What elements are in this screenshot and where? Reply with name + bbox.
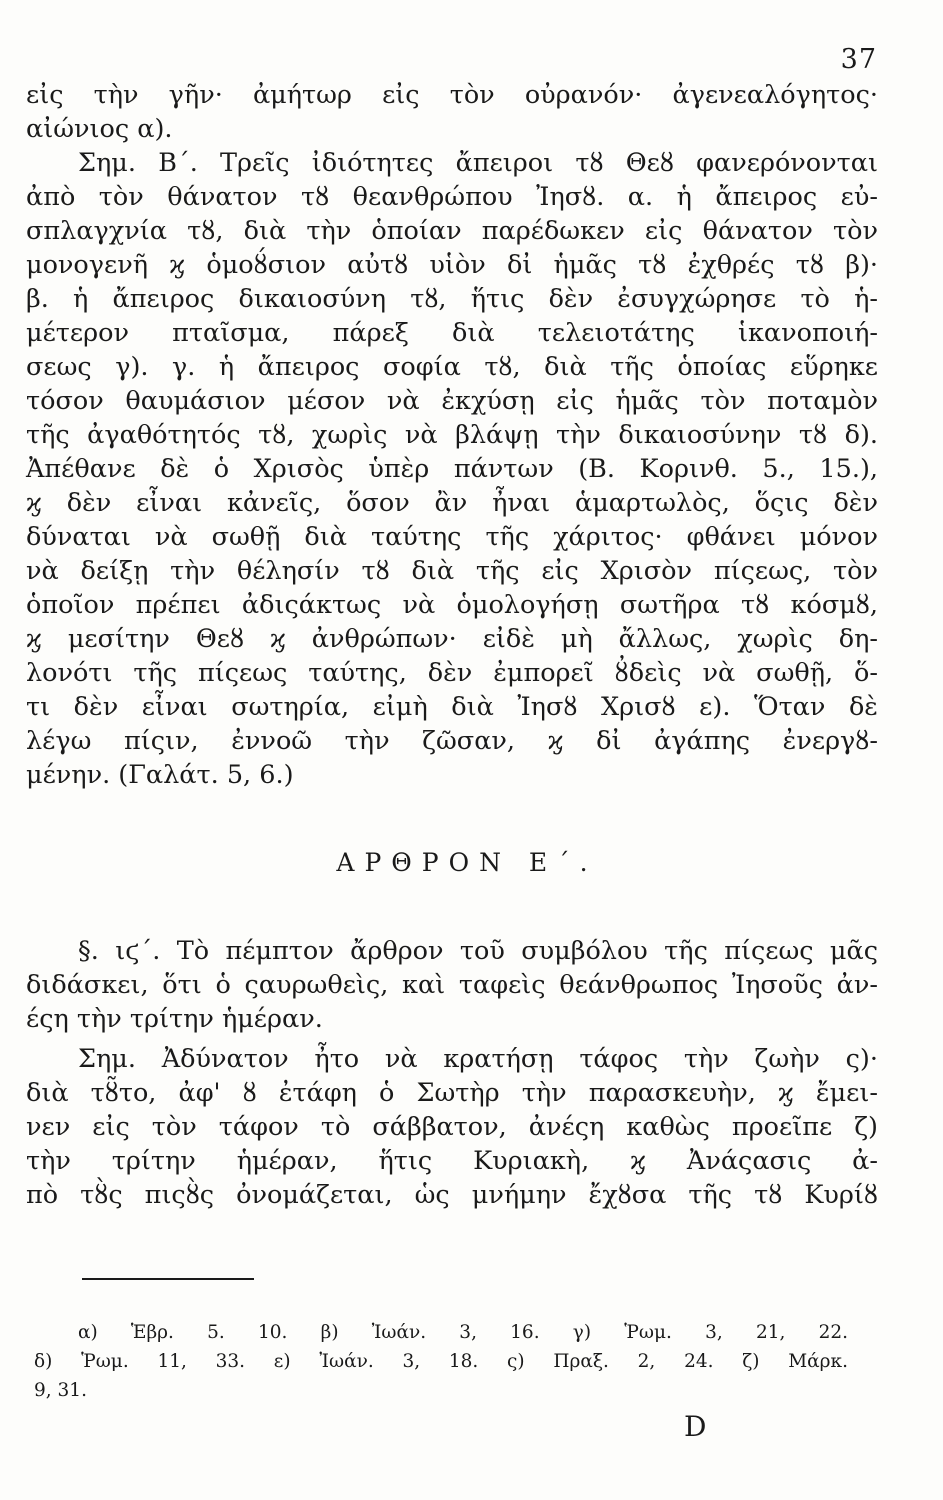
footnote-line: α) Ἑβρ. 5. 10. β) Ἰωάν. 3, 16. γ) Ῥωμ. 3, 21, 22. (78, 1322, 848, 1343)
text-line: λέγω πίςιν, ἐννοῶ τὴν ζῶσαν, ϗ δἰ ἀγάπης ἐνεργȣ- (26, 726, 878, 756)
text-line: τῆς ἀγαθότητός τȣ, χωρὶς νὰ βλάψῃ τὴν δικαιοσύνην τȣ δ). (26, 420, 878, 450)
text-line: μένην. (Γαλάτ. 5, 6.) (26, 760, 294, 790)
text-line: τὴν τρίτην ἡμέραν, ἥτις Κυριακὴ, ϗ Ἀνάςασις ἀ- (26, 1146, 878, 1176)
text-line: μέτερον πταῖσμα, πάρεξ διὰ τελειοτάτης ἱκανοποιή- (26, 318, 878, 348)
text-line: ϗ δὲν εἶναι κἀνεῖς, ὅσον ἂν ἦναι ἁμαρτωλὸς, ὅςις δὲν (26, 488, 878, 518)
text-line: ὁποῖον πρέπει ἀδιςάκτως νὰ ὁμολογήσῃ σωτῆρα τȣ κόσμȣ, (26, 590, 878, 620)
text-line: διδάσκει, ὅτι ὁ ςαυρωθεὶς, καὶ ταφεὶς θεάνθρωπος Ἰησοῦς ἀν- (26, 970, 878, 1000)
text-line: αἰώνιος α). (26, 114, 173, 144)
text-line: λονότι τῆς πίςεως ταύτης, δὲν ἐμπορεῖ ȣ̓δεὶς νὰ σωθῇ, ὅ- (26, 658, 878, 688)
text-line: μονογενῆ ϗ ὁμοȣ́σιον αὐτȣ υἱὸν δἰ ἡμᾶς τȣ ἐχθρές τȣ β)· (26, 250, 878, 280)
section-heading: ΑΡΘΡΟΝ Ε΄. (336, 848, 598, 877)
footnote-line: 9, 31. (34, 1380, 87, 1401)
text-line: σπλαγχνία τȣ, διὰ τὴν ὁποίαν παρέδωκεν εἰς θάνατον τὸν (26, 216, 878, 246)
footnote-divider (82, 1278, 254, 1280)
text-line: διὰ τȣ̃το, ἀφ' ȣ ἐτάφη ὁ Σωτὴρ τὴν παρασκευὴν, ϗ ἔμει- (26, 1078, 878, 1108)
text-line: έςη τὴν τρίτην ἡμέραν. (26, 1004, 323, 1034)
text-line: νὰ δείξῃ τὴν θέλησίν τȣ διὰ τῆς εἰς Χρισὸν πίςεως, τὸν (26, 556, 878, 586)
text-line: ἀπὸ τὸν θάνατον τȣ θεανθρώπου Ἰησȣ. α. ἡ ἄπειρος εὐ- (26, 182, 878, 212)
text-line: Ἀπέθανε δὲ ὁ Χρισὸς ὑπὲρ πάντων (Β. Κορινθ. 5., 15.), (26, 454, 878, 484)
text-line: ϗ μεσίτην Θεȣ ϗ ἀνθρώπων· εἰδὲ μὴ ἄλλως, χωρὶς δη- (26, 624, 878, 654)
text-line: τι δὲν εἶναι σωτηρία, εἰμὴ διὰ Ἰησȣ Χρισȣ ε). Ὅταν δὲ (26, 692, 878, 722)
footnotes (34, 1318, 848, 1405)
text-line: Σημ. Ἀδύνατον ἦτο νὰ κρατήσῃ τάφος τὴν ζωὴν ς)· (78, 1044, 878, 1074)
text-line: §. ιϛ΄. Τὸ πέμπτον ἄρθρον τοῦ συμβόλου τῆς πίςεως μᾶς (78, 936, 878, 966)
text-line: εἰς τὴν γῆν· ἀμήτωρ εἰς τὸν οὐρανόν· ἀγενεαλόγητος· (26, 80, 878, 110)
signature-mark: D (684, 1410, 708, 1443)
page-number: 37 (840, 44, 877, 75)
footnote-line: δ) Ῥωμ. 11, 33. ε) Ἰωάν. 3, 18. ς) Πραξ. 2, 24. ζ) Μάρκ. (34, 1351, 848, 1372)
text-line: β. ἡ ἄπειρος δικαιοσύνη τȣ, ἥτις δὲν ἐσυγχώρησε τὸ ἡ- (26, 284, 878, 314)
text-line: νεν εἰς τὸν τάφον τὸ σάββατον, ἀνέςη καθὼς προεῖπε ζ) (26, 1112, 878, 1142)
text-line: πὸ τȣ̀ς πιςȣ̀ς ὀνομάζεται, ὡς μνήμην ἔχȣσα τῆς τȣ Κυρίȣ (26, 1180, 878, 1210)
main-text (26, 78, 878, 1212)
text-line: δύναται νὰ σωθῇ διὰ ταύτης τῆς χάριτος· φθάνει μόνον (26, 522, 878, 552)
text-line: Σημ. Β΄. Τρεῖς ἰδιότητες ἄπειροι τȣ Θεȣ φανερόνονται (78, 148, 878, 178)
text-line: σεως γ). γ. ἡ ἄπειρος σοφία τȣ, διὰ τῆς ὁποίας εὕρηκε (26, 352, 878, 382)
text-line: τόσον θαυμάσιον μέσον νὰ ἐκχύσῃ εἰς ἡμᾶς τὸν ποταμὸν (26, 386, 878, 416)
